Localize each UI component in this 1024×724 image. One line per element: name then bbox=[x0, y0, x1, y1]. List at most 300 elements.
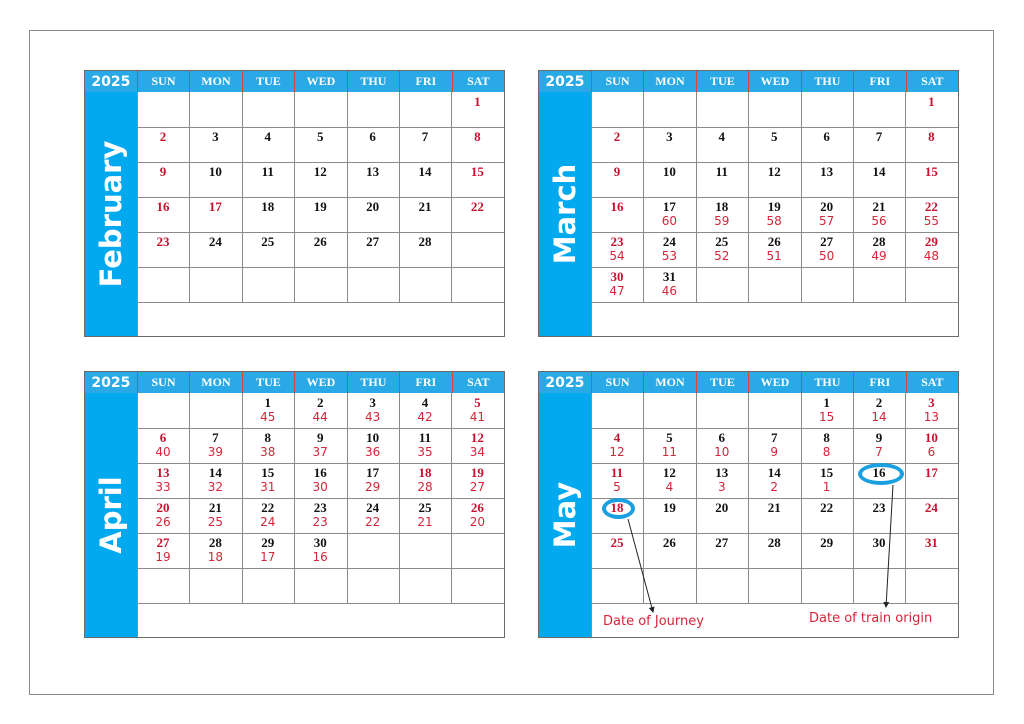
day-cell bbox=[451, 500, 503, 530]
day-number: 29 bbox=[261, 535, 275, 550]
day-number: 8 bbox=[474, 129, 481, 144]
month-name: March bbox=[548, 163, 582, 265]
day-cell bbox=[591, 465, 643, 495]
day-number: 10 bbox=[366, 430, 380, 445]
day-countdown: 59 bbox=[714, 214, 730, 228]
day-cell bbox=[591, 535, 643, 550]
day-cell bbox=[591, 234, 643, 264]
grid-line bbox=[591, 533, 958, 534]
day-number: 5 bbox=[474, 395, 481, 410]
day-cell bbox=[347, 465, 399, 495]
day-cell bbox=[696, 465, 748, 495]
day-number: 14 bbox=[767, 465, 781, 480]
day-number: 11 bbox=[715, 164, 728, 179]
day-countdown: 25 bbox=[207, 515, 224, 529]
day-cell bbox=[189, 199, 241, 214]
day-number: 6 bbox=[159, 430, 167, 445]
weekday-header: FRI bbox=[399, 372, 451, 393]
day-countdown: 39 bbox=[207, 445, 224, 459]
day-cell bbox=[189, 535, 241, 565]
day-number: 28 bbox=[418, 234, 432, 249]
day-number: 25 bbox=[610, 535, 624, 550]
day-cell bbox=[853, 395, 905, 425]
grid-line bbox=[137, 302, 504, 303]
day-number: 1 bbox=[928, 94, 935, 109]
day-cell bbox=[801, 535, 853, 550]
day-number: 28 bbox=[767, 535, 781, 550]
day-cell bbox=[905, 94, 957, 109]
day-cell bbox=[242, 164, 294, 179]
day-number: 20 bbox=[366, 199, 380, 214]
day-number: 23 bbox=[872, 500, 886, 515]
day-cell bbox=[451, 94, 503, 109]
day-cell bbox=[905, 395, 957, 425]
day-countdown: 53 bbox=[661, 249, 678, 263]
day-cell bbox=[189, 465, 241, 495]
day-countdown: 37 bbox=[312, 445, 328, 459]
day-cell bbox=[748, 430, 800, 460]
journey-date-highlight bbox=[602, 498, 635, 519]
day-cell bbox=[242, 129, 294, 144]
month-name: April bbox=[94, 476, 128, 554]
day-countdown: 27 bbox=[469, 480, 486, 494]
day-countdown: 4 bbox=[665, 480, 674, 494]
day-cell bbox=[451, 129, 503, 144]
day-number: 25 bbox=[261, 234, 275, 249]
weekday-header: THU bbox=[347, 71, 399, 92]
weekday-header: TUE bbox=[696, 71, 748, 92]
day-countdown: 5 bbox=[613, 480, 621, 494]
day-cell bbox=[801, 234, 853, 264]
month-sidebar bbox=[539, 393, 591, 637]
day-cell bbox=[801, 164, 853, 179]
day-number: 12 bbox=[470, 430, 484, 445]
day-countdown: 32 bbox=[207, 480, 224, 494]
weekday-header: FRI bbox=[399, 71, 451, 92]
day-countdown: 14 bbox=[871, 410, 887, 424]
day-number: 31 bbox=[924, 535, 938, 550]
day-cell bbox=[399, 500, 451, 530]
day-countdown: 29 bbox=[364, 480, 381, 494]
day-countdown: 33 bbox=[155, 480, 171, 494]
day-cell bbox=[294, 199, 346, 214]
date-grid bbox=[591, 92, 958, 336]
month-sidebar bbox=[85, 92, 137, 336]
weekday-header: TUE bbox=[242, 71, 294, 92]
day-cell bbox=[591, 269, 643, 299]
date-of-train-origin-label: Date of train origin bbox=[809, 611, 933, 626]
day-number: 30 bbox=[872, 535, 886, 550]
day-countdown: 45 bbox=[260, 410, 276, 424]
day-number: 1 bbox=[264, 395, 272, 410]
day-number: 19 bbox=[313, 199, 327, 214]
day-countdown: 48 bbox=[923, 249, 940, 263]
grid-line bbox=[137, 162, 504, 163]
day-countdown: 2 bbox=[770, 480, 778, 494]
grid-line bbox=[591, 428, 958, 429]
day-countdown: 15 bbox=[818, 410, 835, 424]
month-sidebar bbox=[539, 92, 591, 336]
day-cell bbox=[853, 500, 905, 515]
day-number: 3 bbox=[212, 129, 219, 144]
day-cell bbox=[696, 535, 748, 550]
day-number: 5 bbox=[666, 430, 673, 445]
day-number: 21 bbox=[208, 500, 222, 515]
weekday-header: THU bbox=[801, 71, 853, 92]
day-number: 20 bbox=[715, 500, 729, 515]
day-number: 11 bbox=[418, 430, 432, 445]
day-cell bbox=[347, 430, 399, 460]
day-number: 4 bbox=[613, 430, 621, 445]
day-cell bbox=[696, 234, 748, 264]
day-number: 12 bbox=[662, 465, 676, 480]
day-number: 7 bbox=[875, 129, 883, 144]
day-number: 4 bbox=[421, 395, 429, 410]
day-cell bbox=[294, 395, 346, 425]
day-cell bbox=[347, 129, 399, 144]
grid-line bbox=[137, 533, 504, 534]
day-countdown: 28 bbox=[417, 480, 433, 494]
weekday-header: WED bbox=[294, 71, 346, 92]
day-cell bbox=[643, 465, 695, 495]
day-countdown: 60 bbox=[661, 214, 678, 228]
date-grid bbox=[137, 92, 504, 336]
calendar-header bbox=[85, 71, 504, 92]
day-cell bbox=[451, 430, 503, 460]
day-cell bbox=[801, 129, 853, 144]
day-number: 4 bbox=[718, 129, 726, 144]
weekday-header: FRI bbox=[853, 372, 905, 393]
day-number: 29 bbox=[924, 234, 938, 249]
grid-line bbox=[591, 463, 958, 464]
day-cell bbox=[451, 395, 503, 425]
day-countdown: 36 bbox=[364, 445, 381, 459]
day-number: 5 bbox=[770, 129, 778, 144]
day-countdown: 12 bbox=[609, 445, 625, 459]
day-number: 8 bbox=[823, 430, 830, 445]
day-cell bbox=[696, 500, 748, 515]
weekday-header: MON bbox=[643, 71, 695, 92]
day-number: 19 bbox=[470, 465, 484, 480]
day-number: 9 bbox=[613, 164, 621, 179]
day-cell bbox=[591, 430, 643, 460]
day-cell bbox=[591, 129, 643, 144]
day-number: 20 bbox=[820, 199, 834, 214]
weekday-header: SUN bbox=[591, 372, 643, 393]
weekday-header: WED bbox=[748, 71, 800, 92]
day-cell bbox=[294, 535, 346, 565]
day-number: 17 bbox=[366, 465, 380, 480]
day-countdown: 6 bbox=[927, 445, 936, 459]
day-number: 20 bbox=[156, 500, 170, 515]
day-cell bbox=[748, 535, 800, 550]
day-number: 3 bbox=[666, 129, 673, 144]
day-number: 26 bbox=[767, 234, 781, 249]
day-countdown: 47 bbox=[609, 284, 625, 298]
weekday-header: SUN bbox=[137, 71, 189, 92]
day-number: 2 bbox=[159, 129, 167, 144]
day-cell bbox=[696, 164, 748, 179]
day-number: 18 bbox=[610, 500, 624, 515]
day-cell bbox=[853, 430, 905, 460]
day-countdown: 40 bbox=[155, 445, 171, 459]
day-cell bbox=[905, 164, 957, 179]
day-number: 13 bbox=[366, 164, 380, 179]
day-cell bbox=[242, 199, 294, 214]
day-cell bbox=[137, 430, 189, 460]
weekday-header: SUN bbox=[137, 372, 189, 393]
day-cell bbox=[294, 500, 346, 530]
day-cell bbox=[189, 164, 241, 179]
weekday-header: TUE bbox=[242, 372, 294, 393]
day-number: 15 bbox=[261, 465, 275, 480]
day-countdown: 34 bbox=[469, 445, 486, 459]
day-countdown: 56 bbox=[871, 214, 887, 228]
day-countdown: 11 bbox=[661, 445, 678, 459]
day-countdown: 43 bbox=[364, 410, 381, 424]
day-cell bbox=[189, 500, 241, 530]
day-number: 11 bbox=[261, 164, 274, 179]
day-number: 7 bbox=[770, 430, 778, 445]
day-number: 6 bbox=[718, 430, 726, 445]
weekday-header: FRI bbox=[853, 71, 905, 92]
day-number: 14 bbox=[208, 465, 222, 480]
day-number: 27 bbox=[366, 234, 380, 249]
grid-line bbox=[137, 498, 504, 499]
day-number: 26 bbox=[662, 535, 676, 550]
day-number: 22 bbox=[820, 500, 834, 515]
weekday-header: THU bbox=[801, 372, 853, 393]
day-number: 14 bbox=[418, 164, 432, 179]
day-number: 11 bbox=[610, 465, 624, 480]
day-number: 23 bbox=[610, 234, 624, 249]
day-cell bbox=[748, 129, 800, 144]
grid-line bbox=[137, 267, 504, 268]
day-cell bbox=[137, 129, 189, 144]
day-cell bbox=[905, 234, 957, 264]
day-countdown: 54 bbox=[609, 249, 625, 263]
day-countdown: 13 bbox=[923, 410, 940, 424]
day-countdown: 22 bbox=[364, 515, 381, 529]
year-label: 2025 bbox=[539, 372, 591, 393]
day-cell bbox=[853, 535, 905, 550]
day-number: 7 bbox=[212, 430, 219, 445]
day-countdown: 20 bbox=[469, 515, 486, 529]
calendar-february bbox=[84, 70, 505, 337]
weekday-header: TUE bbox=[696, 372, 748, 393]
day-number: 6 bbox=[369, 129, 376, 144]
grid-line bbox=[137, 463, 504, 464]
day-cell bbox=[347, 164, 399, 179]
day-number: 24 bbox=[924, 500, 938, 515]
year-label: 2025 bbox=[85, 372, 137, 393]
day-cell bbox=[853, 164, 905, 179]
day-cell bbox=[399, 234, 451, 249]
day-countdown: 31 bbox=[260, 480, 276, 494]
weekday-header: MON bbox=[189, 71, 241, 92]
grid-line bbox=[137, 568, 504, 569]
day-number: 22 bbox=[470, 199, 484, 214]
day-countdown: 17 bbox=[260, 550, 276, 564]
day-cell bbox=[399, 129, 451, 144]
day-cell bbox=[347, 395, 399, 425]
month-sidebar bbox=[85, 393, 137, 637]
day-cell bbox=[347, 500, 399, 530]
day-number: 17 bbox=[924, 465, 938, 480]
day-countdown: 44 bbox=[312, 410, 328, 424]
day-cell bbox=[242, 465, 294, 495]
day-countdown: 21 bbox=[417, 515, 433, 529]
day-number: 12 bbox=[767, 164, 781, 179]
day-countdown: 30 bbox=[312, 480, 328, 494]
day-number: 8 bbox=[928, 129, 935, 144]
day-countdown: 57 bbox=[818, 214, 835, 228]
weekday-header: SAT bbox=[452, 71, 504, 92]
day-number: 25 bbox=[715, 234, 729, 249]
grid-line bbox=[137, 197, 504, 198]
day-number: 22 bbox=[261, 500, 275, 515]
day-cell bbox=[347, 234, 399, 249]
day-countdown: 18 bbox=[207, 550, 224, 564]
day-number: 29 bbox=[820, 535, 834, 550]
day-countdown: 49 bbox=[871, 249, 887, 263]
grid-line bbox=[591, 302, 958, 303]
day-countdown: 23 bbox=[312, 515, 328, 529]
day-cell bbox=[853, 129, 905, 144]
day-cell bbox=[748, 234, 800, 264]
day-cell bbox=[748, 199, 800, 229]
day-countdown: 10 bbox=[714, 445, 730, 459]
day-cell bbox=[853, 234, 905, 264]
day-countdown: 3 bbox=[717, 480, 726, 494]
day-number: 16 bbox=[313, 465, 327, 480]
grid-line bbox=[591, 232, 958, 233]
day-countdown: 58 bbox=[766, 214, 782, 228]
day-number: 9 bbox=[159, 164, 167, 179]
weekday-header: MON bbox=[189, 372, 241, 393]
weekday-header: WED bbox=[748, 372, 800, 393]
day-number: 21 bbox=[767, 500, 781, 515]
day-cell bbox=[905, 535, 957, 550]
day-countdown: 8 bbox=[822, 445, 831, 459]
day-countdown: 55 bbox=[923, 214, 940, 228]
day-number: 14 bbox=[872, 164, 886, 179]
day-cell bbox=[748, 164, 800, 179]
day-cell bbox=[242, 500, 294, 530]
grid-line bbox=[137, 428, 504, 429]
day-number: 6 bbox=[823, 129, 830, 144]
year-label: 2025 bbox=[85, 71, 137, 92]
day-cell bbox=[801, 465, 853, 495]
day-number: 15 bbox=[924, 164, 938, 179]
day-cell bbox=[399, 199, 451, 214]
day-number: 7 bbox=[421, 129, 429, 144]
weekday-header: THU bbox=[347, 372, 399, 393]
day-number: 25 bbox=[418, 500, 432, 515]
day-countdown: 50 bbox=[818, 249, 835, 263]
day-number: 13 bbox=[715, 465, 729, 480]
weekday-header: MON bbox=[643, 372, 695, 393]
day-cell bbox=[643, 199, 695, 229]
day-cell bbox=[905, 465, 957, 480]
day-number: 30 bbox=[610, 269, 624, 284]
day-number: 10 bbox=[662, 164, 676, 179]
day-cell bbox=[905, 430, 957, 460]
day-cell bbox=[399, 395, 451, 425]
day-number: 19 bbox=[662, 500, 676, 515]
day-number: 8 bbox=[264, 430, 272, 445]
day-countdown: 19 bbox=[155, 550, 171, 564]
day-number: 2 bbox=[875, 395, 883, 410]
weekday-header: SAT bbox=[906, 71, 958, 92]
day-cell bbox=[853, 199, 905, 229]
day-cell bbox=[399, 430, 451, 460]
month-name: February bbox=[94, 140, 128, 288]
day-cell bbox=[137, 500, 189, 530]
day-countdown: 7 bbox=[875, 445, 883, 459]
day-number: 21 bbox=[418, 199, 432, 214]
day-number: 27 bbox=[156, 535, 170, 550]
day-cell bbox=[801, 500, 853, 515]
day-number: 23 bbox=[156, 234, 170, 249]
day-cell bbox=[451, 465, 503, 495]
day-cell bbox=[696, 430, 748, 460]
day-number: 22 bbox=[924, 199, 938, 214]
day-number: 30 bbox=[313, 535, 327, 550]
day-number: 26 bbox=[470, 500, 484, 515]
day-cell bbox=[591, 164, 643, 179]
day-cell bbox=[242, 395, 294, 425]
calendar-march bbox=[538, 70, 959, 337]
day-countdown: 26 bbox=[155, 515, 171, 529]
day-number: 2 bbox=[316, 395, 324, 410]
day-number: 28 bbox=[208, 535, 222, 550]
day-cell bbox=[643, 269, 695, 299]
day-number: 23 bbox=[313, 500, 327, 515]
day-cell bbox=[643, 164, 695, 179]
day-countdown: 52 bbox=[714, 249, 730, 263]
day-cell bbox=[242, 430, 294, 460]
day-number: 24 bbox=[366, 500, 380, 515]
day-cell bbox=[189, 430, 241, 460]
day-cell bbox=[591, 199, 643, 214]
day-cell bbox=[801, 395, 853, 425]
day-cell bbox=[294, 465, 346, 495]
day-cell bbox=[696, 199, 748, 229]
day-cell bbox=[294, 234, 346, 249]
grid-line bbox=[591, 127, 958, 128]
day-cell bbox=[137, 535, 189, 565]
day-cell bbox=[189, 234, 241, 249]
day-number: 16 bbox=[872, 465, 886, 480]
calendar-header bbox=[85, 372, 504, 393]
day-cell bbox=[748, 500, 800, 515]
day-cell bbox=[399, 465, 451, 495]
day-cell bbox=[801, 430, 853, 460]
day-countdown: 38 bbox=[260, 445, 276, 459]
calendar-april bbox=[84, 371, 505, 638]
weekday-header: SAT bbox=[452, 372, 504, 393]
day-number: 13 bbox=[156, 465, 170, 480]
day-number: 15 bbox=[820, 465, 834, 480]
day-cell bbox=[347, 199, 399, 214]
day-cell bbox=[643, 500, 695, 515]
day-number: 27 bbox=[820, 234, 834, 249]
day-number: 26 bbox=[313, 234, 327, 249]
day-cell bbox=[451, 199, 503, 214]
day-number: 9 bbox=[875, 430, 883, 445]
day-cell bbox=[643, 234, 695, 264]
